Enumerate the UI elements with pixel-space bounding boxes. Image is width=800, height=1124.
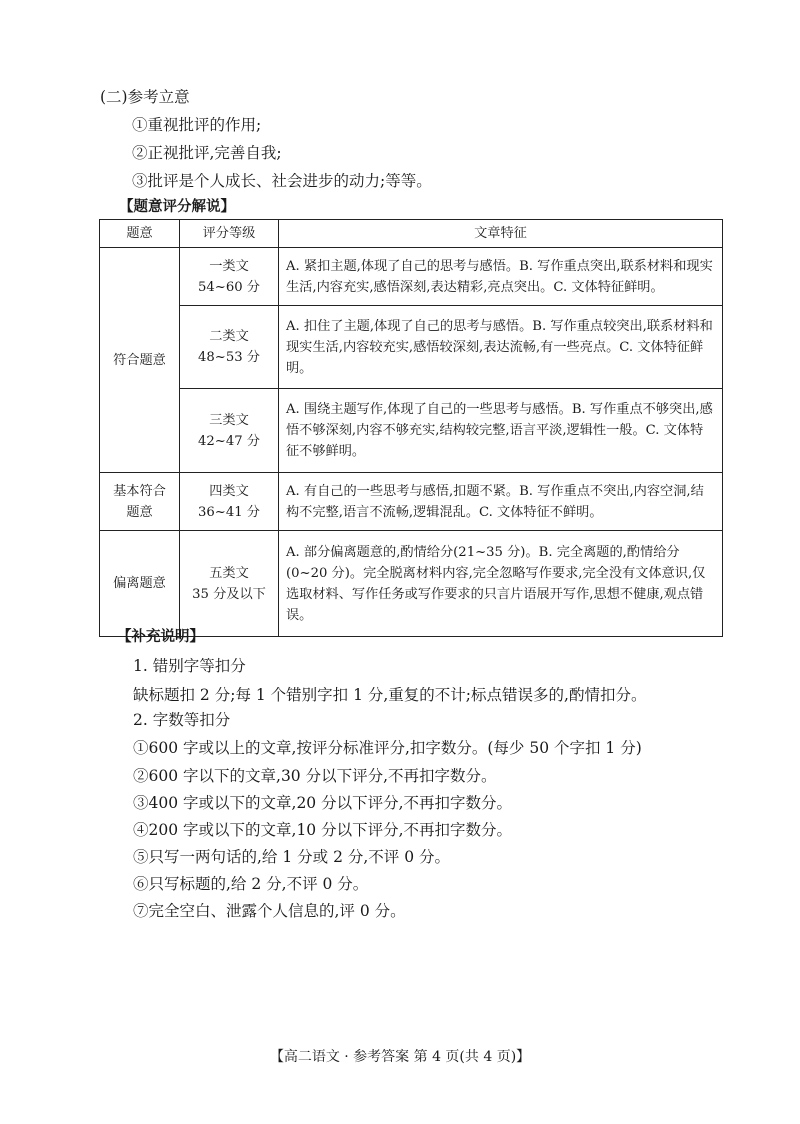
table-row — [100, 531, 723, 637]
grade-range: 35 分及以下 — [192, 586, 266, 602]
grade-cell — [180, 306, 279, 389]
page-footer: 【高二语文 · 参考答案 第 4 页(共 4 页)】 — [269, 1049, 531, 1065]
rule-item: ③400 字或以下的文章,20 分以下评分,不再扣字数分。 — [133, 794, 513, 812]
table-header-row — [100, 220, 723, 248]
grade-label: 四类文 — [209, 483, 249, 499]
grade-range: 42~47 分 — [198, 433, 260, 449]
group-basic: 基本符合题意 — [100, 473, 180, 531]
rule-item: ②600 字以下的文章,30 分以下评分,不再扣字数分。 — [133, 767, 497, 785]
table-row — [100, 306, 723, 389]
point-3: ③批评是个人成长、社会进步的动力;等等。 — [132, 172, 432, 190]
rule-item: ⑦完全空白、泄露个人信息的,评 0 分。 — [133, 902, 406, 920]
supplement-1-text: 缺标题扣 2 分;每 1 个错别字扣 1 分,重复的不计;标点错误多的,酌情扣分。 — [133, 686, 647, 704]
grade-cell — [180, 473, 279, 531]
grade-cell — [180, 531, 279, 637]
grade-cell — [180, 248, 279, 306]
grade-label: 三类文 — [209, 412, 249, 428]
rule-item: ⑤只写一两句话的,给 1 分或 2 分,不评 0 分。 — [133, 848, 451, 866]
grade-range: 48~53 分 — [198, 350, 260, 365]
features-cell: A. 部分偏离题意的,酌情给分(21~35 分)。B. 完全离题的,酌情给分(0~20 分)。完全脱离材料内容,完全忽略写作要求,完全没有文体意识,仅选取材料、写作任务或写作要求的只言片语展开写作,思想不健康,观点错误。 — [279, 531, 723, 637]
rule-item: ④200 字或以下的文章,10 分以下评分,不再扣字数分。 — [133, 821, 513, 839]
scoring-table — [99, 219, 723, 637]
grade-label: 二类文 — [209, 329, 249, 344]
header-topic: 题意 — [100, 220, 180, 248]
supplement-2-title: 2. 字数等扣分 — [133, 711, 231, 729]
features-cell: A. 围绕主题写作,体现了自己的一些思考与感悟。B. 写作重点不够突出,感悟不够深刻,内容不够充实,结构较完整,语言平淡,逻辑性一般。C. 文体特征不够鲜明。 — [279, 389, 723, 473]
rule-item: ①600 字或以上的文章,按评分标准评分,扣字数分。(每少 50 个字扣 1 分) — [133, 739, 642, 757]
table-row — [100, 389, 723, 473]
point-2: ②正视批评,完善自我; — [132, 144, 282, 162]
supplement-1-title: 1. 错别字等扣分 — [133, 657, 246, 675]
grade-label: 一类文 — [209, 258, 249, 274]
rule-item: ⑥只写标题的,给 2 分,不评 0 分。 — [133, 875, 369, 893]
grade-range: 36~41 分 — [198, 504, 260, 520]
group-off: 偏离题意 — [100, 531, 180, 637]
supplement-heading: 【补充说明】 — [117, 628, 204, 645]
point-1: ①重视批评的作用; — [132, 116, 262, 134]
features-cell: A. 有自己的一些思考与感悟,扣题不紧。B. 写作重点不突出,内容空洞,结构不完整,语言不流畅,逻辑混乱。C. 文体特征不鲜明。 — [279, 473, 723, 531]
header-features: 文章特征 — [279, 220, 723, 248]
header-grade: 评分等级 — [180, 220, 279, 248]
table-row — [100, 248, 723, 306]
table-row — [100, 473, 723, 531]
features-cell: A. 扣住了主题,体现了自己的思考与感悟。B. 写作重点较突出,联系材料和现实生活,内容较充实,感悟较深刻,表达流畅,有一些亮点。C. 文体特征鲜明。 — [279, 306, 723, 389]
grade-range: 54~60 分 — [198, 279, 260, 295]
grade-cell — [180, 389, 279, 473]
table-heading: 【题意评分解说】 — [119, 198, 235, 215]
features-cell: A. 紧扣主题,体现了自己的思考与感悟。B. 写作重点突出,联系材料和现实生活,内容充实,感悟深刻,表达精彩,亮点突出。C. 文体特征鲜明。 — [279, 248, 723, 306]
grade-label: 五类文 — [209, 565, 249, 581]
section-heading: (二)参考立意 — [100, 88, 190, 106]
group-fit: 符合题意 — [100, 248, 180, 473]
